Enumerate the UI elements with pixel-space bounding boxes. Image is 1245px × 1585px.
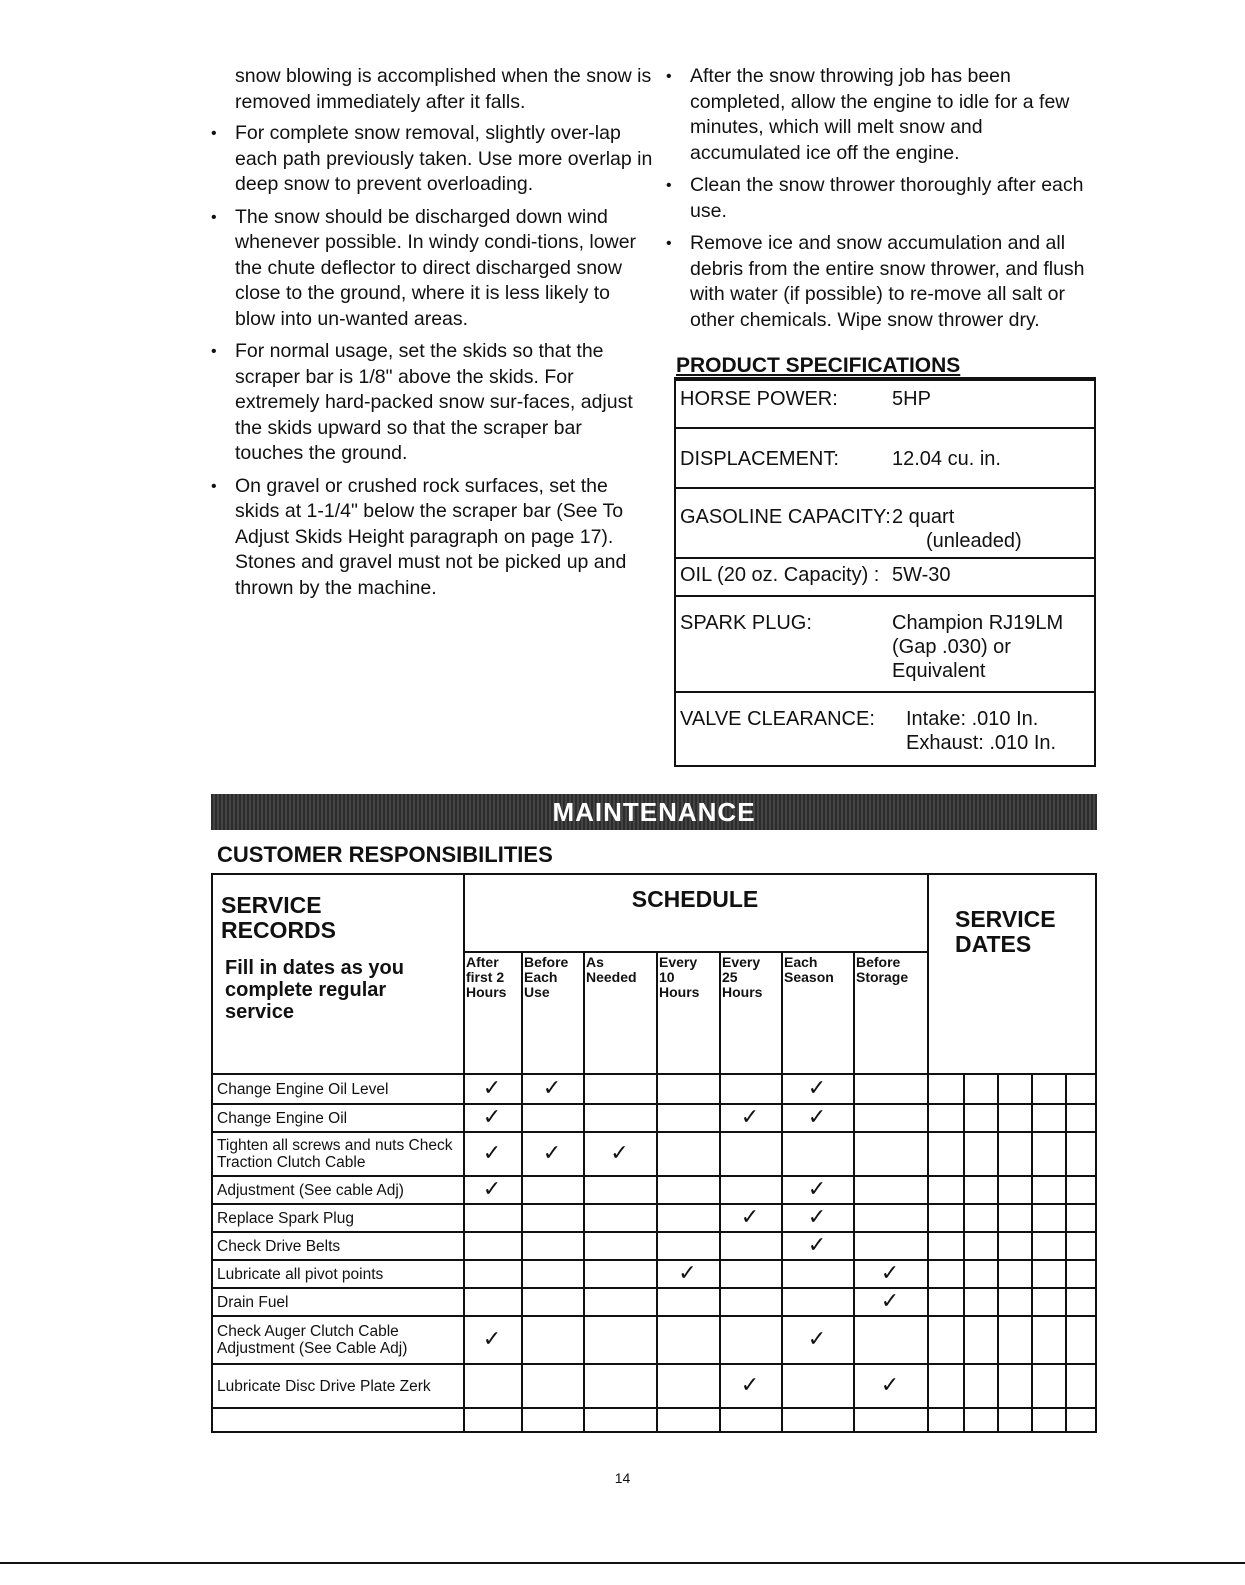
maintenance-banner-text: MAINTENANCE [552, 796, 756, 827]
check-mark-icon: ✓ [542, 1140, 562, 1165]
bullet-item [666, 173, 1090, 224]
bottom-rule [0, 1562, 1245, 1564]
task-label: Change Engine Oil [217, 1109, 348, 1127]
spec-row [676, 427, 1094, 489]
check-mark-icon: ✓ [807, 1104, 827, 1129]
check-mark-icon: ✓ [542, 1075, 562, 1100]
task-label: Check Drive Belts [217, 1237, 341, 1255]
schedule-column-header: Every 25 Hours [722, 954, 763, 1000]
specs-title: PRODUCT SPECIFICATIONS [676, 354, 1096, 381]
task-label: Lubricate Disc Drive Plate Zerk [217, 1377, 431, 1395]
grid-line [463, 951, 927, 953]
check-mark-icon: ✓ [807, 1176, 827, 1201]
spec-value: 2 quart [892, 506, 955, 528]
spec-label: OIL (20 oz. Capacity) : [680, 564, 880, 586]
spec-value-line3: Equivalent [892, 660, 986, 682]
check-mark-icon: ✓ [807, 1232, 827, 1257]
grid-line [211, 873, 1097, 875]
spec-label: GASOLINE CAPACITY: [680, 506, 891, 528]
schedule-column-header: Before Each Use [524, 954, 569, 1000]
left-text-column [211, 64, 655, 608]
check-mark-icon: ✓ [740, 1204, 760, 1229]
spec-value: Champion RJ19LM [892, 612, 1064, 634]
task-label: Drain Fuel [217, 1293, 289, 1311]
bullet-dot: • [211, 343, 217, 360]
bullet-text: For complete snow removal, slightly over-lap each path previously taken. Use more overlap in deep snow to prevent overloading. [235, 122, 653, 195]
bullet-text: The snow should be discharged down wind whenever possible. In windy condi-tions, lower the chute deflector to direct discharged snow close to the ground, where it is less likely to blow into un-wanted areas. [235, 205, 637, 330]
maintenance-schedule-table [211, 873, 1097, 1433]
grid-line [927, 873, 929, 1433]
schedule-column-header: Every 10 Hours [659, 954, 700, 1000]
spec-label: HORSE POWER: [680, 388, 838, 410]
grid-line [997, 1073, 999, 1433]
schedule-column-header: Before Storage [856, 954, 909, 985]
spec-row [676, 557, 1094, 597]
check-mark-icon: ✓ [740, 1372, 760, 1397]
grid-line [853, 951, 855, 1433]
task-label: Adjustment (See cable Adj) [217, 1181, 404, 1199]
spec-label: SPARK PLUG: [680, 612, 812, 634]
schedule-column-header: As Needed [586, 954, 637, 985]
spec-value-line2: Exhaust: .010 In. [906, 732, 1057, 754]
check-mark-icon: ✓ [807, 1326, 827, 1351]
bullet-text: After the snow throwing job has been completed, allow the engine to idle for a few minutes, which will melt snow and accumulated ice off the engine. [690, 65, 1070, 164]
bullet-dot: • [211, 125, 217, 142]
grid-line [521, 951, 523, 1433]
grid-line [1095, 873, 1097, 1433]
bullet-dot: • [211, 477, 217, 495]
bullet-item [211, 474, 655, 602]
spec-value: Intake: .010 In. [906, 708, 1039, 730]
check-mark-icon: ✓ [807, 1075, 827, 1100]
bullet-item [211, 339, 655, 467]
spec-row [676, 487, 1094, 559]
bullet-item [211, 121, 655, 198]
bullet-text: For normal usage, set the skids so that the scraper bar is 1/8" above the skids. For extremely hard-packed snow sur-faces, adjust the skids upward so that the scraper bar touches the ground. [235, 340, 633, 464]
spec-value-line2: (unleaded) [926, 530, 1022, 552]
grid-line [1065, 1073, 1067, 1433]
spec-value-line2: (Gap .030) or [892, 636, 1011, 658]
grid-line [963, 1073, 965, 1433]
right-text-column [666, 64, 1090, 340]
check-mark-icon: ✓ [482, 1104, 502, 1129]
spec-value: 5W-30 [892, 564, 951, 586]
intro-paragraph: snow blowing is accomplished when the snow is removed immediately after it falls. [235, 65, 652, 113]
fill-in-instructions: Fill in dates as you complete regular service [225, 957, 404, 1023]
check-mark-icon: ✓ [740, 1104, 760, 1129]
bullet-text: Clean the snow thrower thoroughly after each use. [690, 174, 1084, 222]
bullet-dot: • [666, 68, 672, 85]
check-mark-icon: ✓ [610, 1140, 629, 1165]
schedule-column-header: Each Season [784, 954, 834, 985]
bullet-text: Remove ice and snow accumulation and all debris from the entire snow thrower, and flush with water (if possible) to re-move all salt or other chemicals. Wipe snow thrower dry. [690, 232, 1085, 331]
bullet-dot: • [666, 177, 672, 194]
grid-line [719, 951, 721, 1433]
spec-row [676, 595, 1094, 693]
spec-label: DISPLACEMENT: [680, 448, 839, 470]
spec-row [676, 379, 1094, 429]
bullet-item [666, 64, 1090, 166]
bullet-dot: • [666, 235, 672, 252]
spec-value: 5HP [892, 388, 931, 410]
schedule-column-header: After first 2 Hours [466, 954, 507, 1000]
schedule-heading: SCHEDULE [631, 886, 759, 912]
page-number: 14 [614, 1470, 631, 1486]
spec-value: 12.04 cu. in. [892, 448, 1001, 470]
task-label: Tighten all screws and nuts Check Traction Clutch Cable [217, 1137, 453, 1171]
bullet-text: On gravel or crushed rock surfaces, set the skids at 1-1/4" below the scraper bar (See To Adjust Skids Height paragraph on page 17). Stones and gravel must not be picked up and thrown by the machine. [235, 474, 627, 599]
grid-line [583, 951, 585, 1433]
check-mark-icon: ✓ [880, 1372, 900, 1397]
task-label: Change Engine Oil Level [217, 1080, 389, 1098]
task-label: Check Auger Clutch Cable Adjustment (See Cable Adj) [217, 1323, 408, 1357]
right-bullet-list [666, 64, 1090, 333]
left-bullet-list [211, 121, 655, 601]
check-mark-icon: ✓ [880, 1260, 900, 1285]
grid-line [211, 1407, 1097, 1409]
service-records-heading: SERVICE RECORDS [221, 892, 337, 943]
check-mark-icon: ✓ [482, 1176, 502, 1201]
spec-row [676, 691, 1094, 765]
maintenance-banner [211, 794, 1097, 830]
task-label: Replace Spark Plug [217, 1209, 354, 1227]
grid-line [656, 951, 658, 1433]
check-mark-icon: ✓ [482, 1075, 502, 1100]
specs-table [674, 377, 1096, 767]
check-mark-icon: ✓ [482, 1140, 502, 1165]
task-label: Lubricate all pivot points [217, 1265, 384, 1283]
check-mark-icon: ✓ [678, 1260, 697, 1285]
service-dates-heading: SERVICE DATES [955, 906, 1056, 957]
customer-responsibilities-title: CUSTOMER RESPONSIBILITIES [217, 842, 553, 867]
bullet-dot: • [211, 208, 217, 226]
spec-label: VALVE CLEARANCE: [680, 708, 875, 730]
bullet-item [211, 205, 655, 333]
check-mark-icon: ✓ [482, 1326, 502, 1351]
check-mark-icon: ✓ [807, 1204, 827, 1229]
check-mark-icon: ✓ [880, 1288, 900, 1313]
grid-line [1031, 1073, 1033, 1433]
bullet-item [666, 231, 1090, 333]
